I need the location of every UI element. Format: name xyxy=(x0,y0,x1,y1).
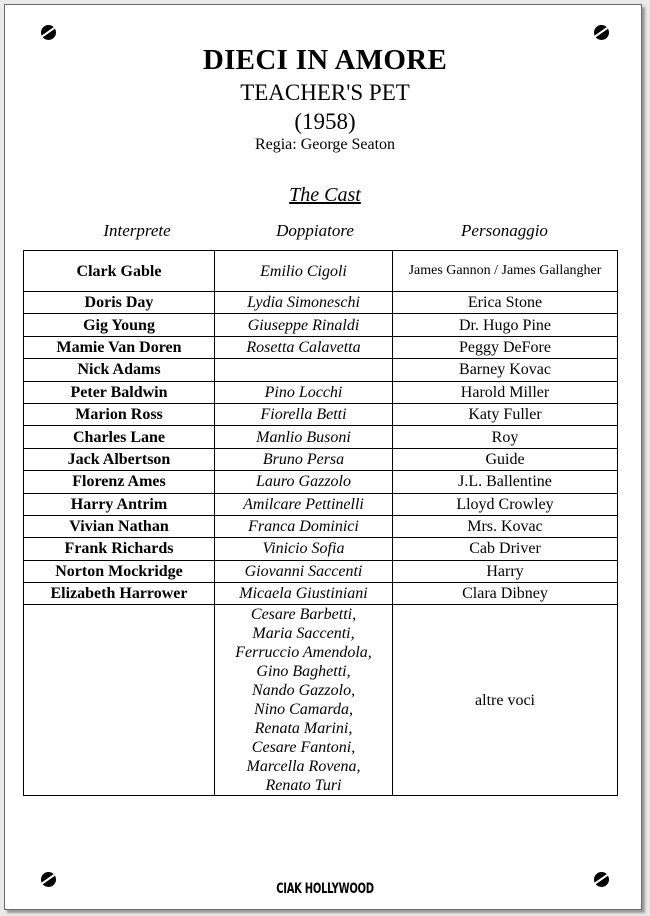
other-voices-role: altre voci xyxy=(393,605,618,796)
table-row xyxy=(24,251,618,292)
table-row xyxy=(24,314,618,336)
voice-cell: Emilio Cigoli xyxy=(215,251,393,292)
column-header-actor: Interprete xyxy=(103,221,171,240)
original-title: TEACHER'S PET xyxy=(240,80,410,105)
table-row xyxy=(24,583,618,605)
voice-list-item: Nino Camarda, xyxy=(254,701,353,719)
table-row xyxy=(24,493,618,515)
actor-cell: Nick Adams xyxy=(24,359,215,381)
role-cell: Clara Dibney xyxy=(393,583,618,605)
table-row xyxy=(24,426,618,448)
cast-table xyxy=(23,250,618,796)
actor-cell: Harry Antrim xyxy=(24,493,215,515)
voice-cell xyxy=(215,359,393,381)
column-header-voice: Doppiatore xyxy=(276,221,354,240)
actor-cell: Mamie Van Doren xyxy=(24,336,215,358)
role-cell: Peggy DeFore xyxy=(393,336,618,358)
director: Regia: George Seaton xyxy=(254,136,396,153)
voice-cell: Pino Locchi xyxy=(215,381,393,403)
role-cell: Cab Driver xyxy=(393,538,618,560)
voice-cell: Micaela Giustiniani xyxy=(215,583,393,605)
role-cell: Mrs. Kovac xyxy=(393,515,618,537)
actor-cell: Jack Albertson xyxy=(24,448,215,470)
role-cell: Erica Stone xyxy=(393,292,618,314)
actor-cell: Charles Lane xyxy=(24,426,215,448)
role-cell: Lloyd Crowley xyxy=(393,493,618,515)
role-cell: Barney Kovac xyxy=(393,359,618,381)
voice-list-item: Gino Baghetti, xyxy=(256,663,351,681)
table-row xyxy=(24,515,618,537)
voice-cell: Franca Dominici xyxy=(215,515,393,537)
voice-cell: Fiorella Betti xyxy=(215,403,393,425)
voice-list-item: Ferruccio Amendola, xyxy=(235,644,372,662)
table-row xyxy=(24,560,618,582)
actor-cell: Norton Mockridge xyxy=(24,560,215,582)
actor-cell: Marion Ross xyxy=(24,403,215,425)
role-cell: Harry xyxy=(393,560,618,582)
role-cell: Roy xyxy=(393,426,618,448)
voice-list-item: Marcella Rovena, xyxy=(246,758,361,776)
voice-list-item: Nando Gazzolo, xyxy=(251,682,356,700)
table-row xyxy=(24,359,618,381)
table-row xyxy=(24,292,618,314)
role-cell: Katy Fuller xyxy=(393,403,618,425)
voice-cell: Lydia Simoneschi xyxy=(215,292,393,314)
voice-list-item: Renata Marini, xyxy=(254,720,353,738)
table-row xyxy=(24,403,618,425)
role-cell: Dr. Hugo Pine xyxy=(393,314,618,336)
actor-cell: Elizabeth Harrower xyxy=(24,583,215,605)
role-cell: Guide xyxy=(393,448,618,470)
empty-actor-cell xyxy=(24,605,215,796)
table-row xyxy=(24,336,618,358)
voice-cell: Vinicio Sofia xyxy=(215,538,393,560)
table-row xyxy=(24,448,618,470)
role-cell: James Gannon / James Gallangher xyxy=(393,251,618,292)
voice-list-item: Cesare Fantoni, xyxy=(251,739,356,757)
role-cell: Harold Miller xyxy=(393,381,618,403)
voice-cell: Lauro Gazzolo xyxy=(215,471,393,493)
footer-logo: CIAK HOLLYWOOD xyxy=(276,881,374,898)
table-row xyxy=(24,471,618,493)
actor-cell: Frank Richards xyxy=(24,538,215,560)
role-cell: J.L. Ballentine xyxy=(393,471,618,493)
voice-list-item: Cesare Barbetti, xyxy=(250,606,357,624)
voice-cell: Giuseppe Rinaldi xyxy=(215,314,393,336)
voice-list-item: Maria Saccenti, xyxy=(252,625,355,643)
other-voices-list xyxy=(215,605,393,796)
actor-cell: Gig Young xyxy=(24,314,215,336)
other-voices-row xyxy=(24,605,618,796)
actor-cell: Vivian Nathan xyxy=(24,515,215,537)
screw-top-right-icon xyxy=(594,25,609,40)
voice-list-item: Renato Turi xyxy=(265,777,342,795)
voice-cell: Giovanni Saccenti xyxy=(215,560,393,582)
column-header-role: Personaggio xyxy=(461,221,548,240)
table-row xyxy=(24,381,618,403)
voice-cell: Bruno Persa xyxy=(215,448,393,470)
actor-cell: Clark Gable xyxy=(24,251,215,292)
voice-cell: Amilcare Pettinelli xyxy=(215,493,393,515)
actor-cell: Florenz Ames xyxy=(24,471,215,493)
cast-heading: The Cast xyxy=(289,184,361,206)
voice-cell: Manlio Busoni xyxy=(215,426,393,448)
release-year: (1958) xyxy=(294,109,356,134)
italian-title: DIECI IN AMORE xyxy=(202,44,448,76)
actor-cell: Peter Baldwin xyxy=(24,381,215,403)
screw-top-left-icon xyxy=(41,25,56,40)
voice-cell: Rosetta Calavetta xyxy=(215,336,393,358)
table-row xyxy=(24,538,618,560)
actor-cell: Doris Day xyxy=(24,292,215,314)
